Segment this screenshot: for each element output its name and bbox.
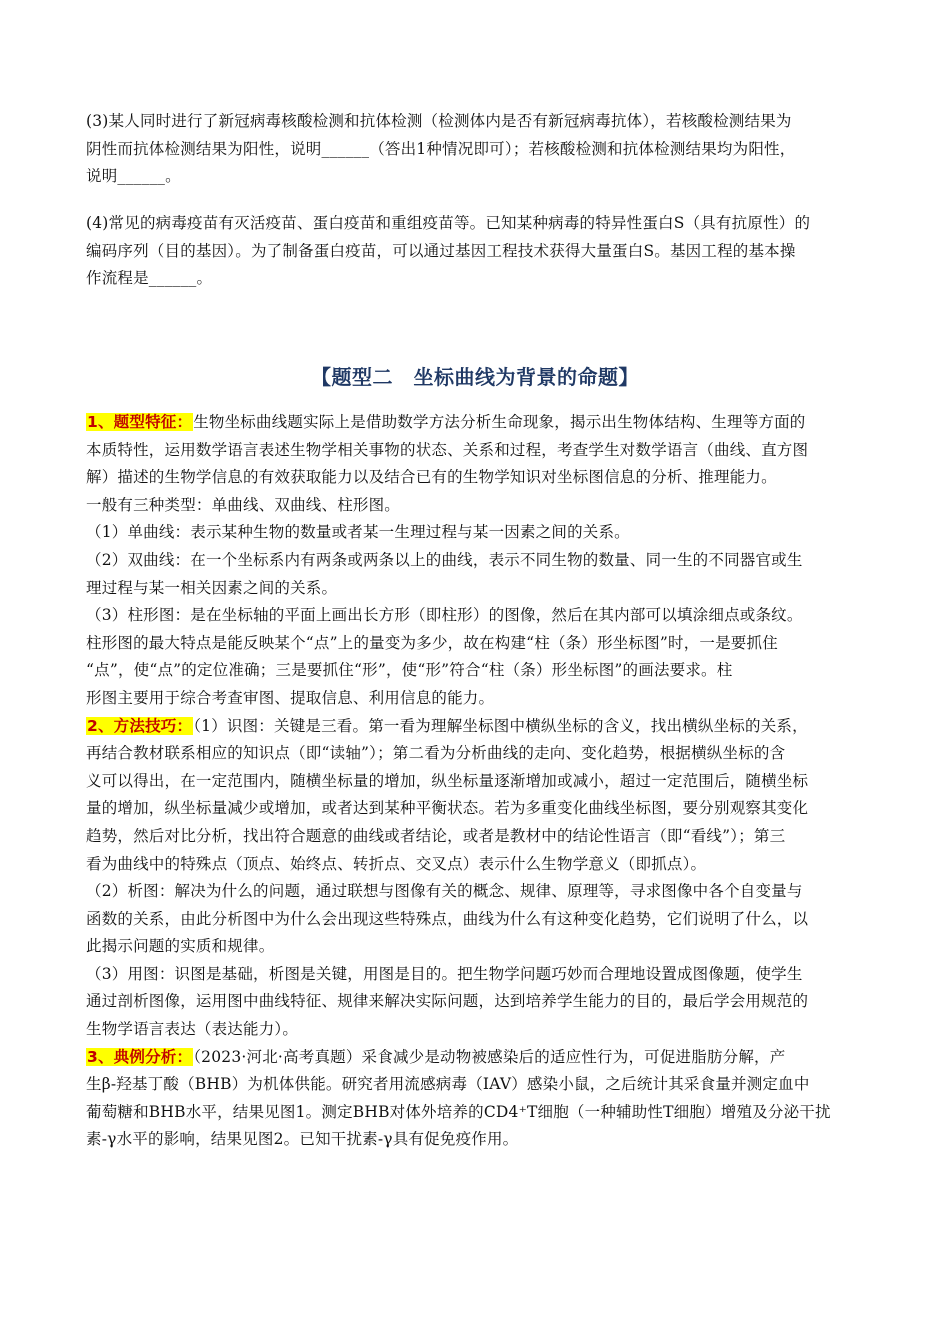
section-title: 【题型二 坐标曲线为背景的命题】 bbox=[311, 365, 639, 389]
part-2-line: （3）用图：识图是基础，析图是关键，用图是目的。把生物学问题巧妙而合理地设置成图像题，使学生 bbox=[86, 964, 803, 983]
question-4-line: (4)常见的病毒疫苗有灭活疫苗、蛋白疫苗和重组疫苗等。已知某种病毒的特异性蛋白S（具有抗原性）的 bbox=[86, 214, 811, 232]
part-1-line: “点”，使“点”的定位准确；三是要抓住“形”，使“形”符合“柱（条）形坐标图”的画法要求。柱 bbox=[86, 661, 733, 680]
part-3-first-line bbox=[86, 1044, 866, 1072]
part-2-line: 趋势，然后对比分析，找出符合题意的曲线或者结论，或者是教材中的结论性语言（即“看线”）；第三 bbox=[86, 826, 786, 845]
part-2-intro: （1）识图：关键是三看。第一看为理解坐标图中横纵坐标的含义，找出横纵坐标的关系， bbox=[193, 716, 808, 735]
part-1-line: 解）描述的生物学信息的有效获取能力以及结合已有的生物学知识对坐标图信息的分析、推理能力。 bbox=[86, 468, 777, 487]
question-3-line: 说明______。 bbox=[86, 167, 181, 185]
part-2-line: 再结合教材联系相应的知识点（即“读轴”）；第二看为分析曲线的走向、变化趋势，根据横纵坐标的含 bbox=[86, 744, 786, 763]
part-1-line: 形图主要用于综合考查审图、提取信息、利用信息的能力。 bbox=[86, 688, 495, 707]
part-1-line: （1）单曲线：表示某种生物的数量或者某一生理过程与某一因素之间的关系。 bbox=[86, 523, 630, 542]
part-2-label: 2、方法技巧： bbox=[87, 716, 193, 735]
part-2-line: （2）析图：解决为什么的问题，通过联想与图像有关的概念、规律、原理等，寻求图像中各个自变量与 bbox=[86, 882, 803, 901]
part-2-line: 此揭示问题的实质和规律。 bbox=[86, 937, 275, 956]
question-3-line: (3)某人同时进行了新冠病毒核酸检测和抗体检测（检测体内是否有新冠病毒抗体），若核酸检测结果为 bbox=[86, 112, 792, 130]
section-body bbox=[86, 409, 866, 1154]
question-4 bbox=[86, 210, 866, 293]
part-1-intro: 生物坐标曲线题实际上是借助数学方法分析生命现象，揭示出生物体结构、生理等方面的 bbox=[193, 413, 806, 431]
part-2-line: 函数的关系，由此分析图中为什么会出现这些特殊点，曲线为什么有这种变化趋势，它们说明了什么，以 bbox=[86, 909, 809, 928]
part-2-line: 量的增加，纵坐标量减少或增加，或者达到某种平衡状态。若为多重变化曲线坐标图，要分别观察其变化 bbox=[86, 799, 809, 818]
part-1-first-line bbox=[86, 409, 866, 437]
part-2-line: 通过剖析图像，运用图中曲线特征、规律来解决实际问题，达到培养学生能力的目的，最后学会用规范的 bbox=[86, 992, 809, 1011]
part-1-line: （2）双曲线：在一个坐标系内有两条或两条以上的曲线，表示不同生物的数量、同一生的不同器官或生 bbox=[86, 550, 803, 569]
part-2-line: 义可以得出，在一定范围内，随横坐标量的增加，纵坐标量逐渐增加或减小，超过一定范围后，随横坐标 bbox=[86, 771, 809, 790]
part-1-line: 柱形图的最大特点是能反映某个“点”上的量变为多少，故在构建“柱（条）形坐标图”时，一是要抓住 bbox=[86, 633, 778, 652]
part-3-line: 素-γ水平的影响，结果见图2。已知干扰素-γ具有促免疫作用。 bbox=[86, 1130, 519, 1149]
part-3-line: 葡萄糖和BHB水平，结果见图1。测定BHB对体外培养的CD4⁺T细胞（一种辅助性T细胞）增殖及分泌干扰 bbox=[86, 1102, 831, 1121]
part-2-line: 生物学语言表达（表达能力）。 bbox=[86, 1020, 299, 1039]
question-3 bbox=[86, 108, 866, 191]
part-1-label: 1、题型特征： bbox=[87, 413, 193, 431]
part-2-line: 看为曲线中的特殊点（顶点、始终点、转折点、交叉点）表示什么生物学意义（即抓点）。 bbox=[86, 854, 707, 873]
part-1-line: 理过程与某一相关因素之间的关系。 bbox=[86, 578, 338, 597]
part-1-line: （3）柱形图：是在坐标轴的平面上画出长方形（即柱形）的图像，然后在其内部可以填涂细点或条纹。 bbox=[86, 606, 803, 625]
part-1-line: 一般有三种类型：单曲线、双曲线、柱形图。 bbox=[86, 495, 401, 514]
part-3-label: 3、典例分析： bbox=[87, 1047, 193, 1066]
part-1-line: 本质特性，运用数学语言表述生物学相关事物的状态、关系和过程，考查学生对数学语言（曲线、直方图 bbox=[86, 440, 809, 459]
question-4-line: 作流程是______。 bbox=[86, 269, 213, 287]
question-4-line: 编码序列（目的基因）。为了制备蛋白疫苗，可以通过基因工程技术获得大量蛋白S。基因工程的基本操 bbox=[86, 241, 796, 260]
part-3-intro: （2023·河北·高考真题）采食减少是动物被感染后的适应性行为，可促进脂肪分解，产 bbox=[193, 1047, 786, 1066]
part-2-first-line bbox=[86, 713, 866, 741]
question-3-line: 阴性而抗体检测结果为阳性，说明______（答出1种情况即可）；若核酸检测和抗体检测结果均为阳性， bbox=[86, 139, 796, 158]
part-3-line: 生β-羟基丁酸（BHB）为机体供能。研究者用流感病毒（IAV）感染小鼠，之后统计其采食量并测定血中 bbox=[86, 1075, 810, 1094]
